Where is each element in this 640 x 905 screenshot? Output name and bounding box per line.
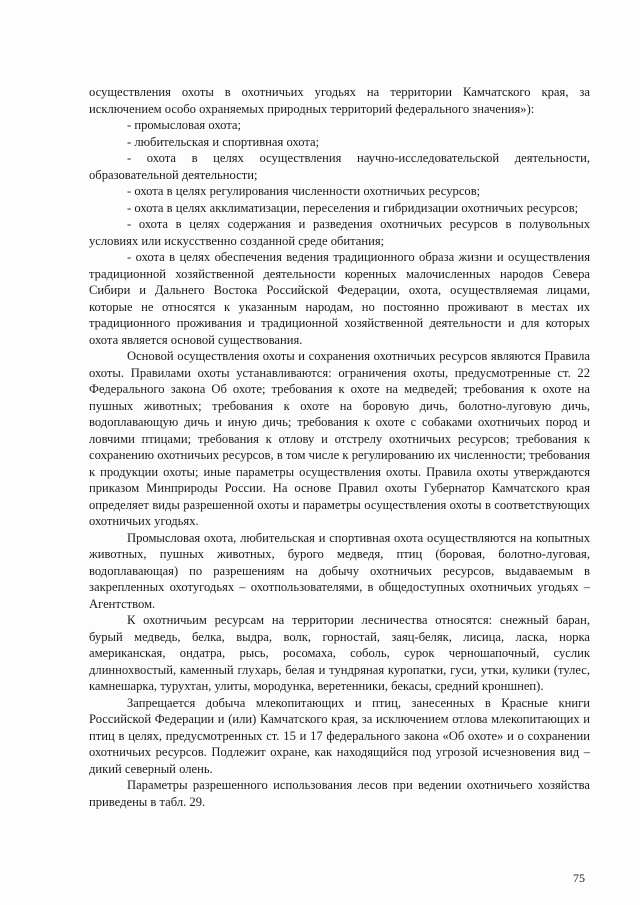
hunting-type-item: - охота в целях осуществления научно-исследовательской деятельности, образовательной деятельности; — [89, 151, 590, 182]
intro-paragraph: осуществления охоты в охотничьих угодьях на территории Камчатского края, за исключением особо охраняемых природных территорий федерального значения»): — [89, 85, 590, 116]
hunting-rules-paragraph: Основой осуществления охоты и сохранения охотничьих ресурсов являются Правила охоты. Правилами охоты устанавливаются: ограничения охоты, предусмотренные ст. 22 Федерального закона Об охоте; требования к охоте на медведей; требования к охоте на пушных животных; требования к охоте на боровую дичь, болотно-луговую дичь, водоплавающую дичь и иную дичь; требования к охоте с собаками охотничьих пород и ловчими птицами; требования к отлову и отстрелу охотничьих ресурсов; требования к сохранению охотничьих ресурсов, в том числе к регулированию их численности; требования к продукции охоты; иные параметры осуществления охоты. Правила охоты утверждаются приказом Минприроды России. На основе Правил охоты Губернатор Камчатского края определяет виды разрешенной охоты и параметры осуществления охоты в соответствующих охотничьих угодьях. — [89, 349, 590, 528]
hunting-type-item: - охота в целях обеспечения ведения традиционного образа жизни и осуществления традиционной хозяйственной деятельности коренных малочисленных народов Севера Сибири и Дальнего Востока Российской Федерации, охота, осуществляемая лицами, которые не относятся к указанным народам, но постоянно проживают в местах их традиционного проживания и традиционной хозяйственной деятельности и для которых охота является основой существования. — [89, 250, 590, 347]
page-number: 75 — [573, 871, 585, 885]
commercial-hunting-paragraph: Промысловая охота, любительская и спортивная охота осуществляются на копытных животных, пушных животных, бурого медведя, птиц (боровая, болотно-луговая, водоплавающая) по разрешениям на добычу охотничьих ресурсов, выдаваемым в закрепленных охотугодьях – охотпользователями, в общедоступных охотничьих угодьях – Агентством. — [89, 530, 590, 611]
page-body — [89, 84, 590, 810]
hunting-type-item: - охота в целях акклиматизации, переселения и гибридизации охотничьих ресурсов; — [127, 200, 579, 215]
hunting-type-item: - охота в целях регулирования численности охотничьих ресурсов; — [127, 184, 481, 198]
prohibition-paragraph: Запрещается добыча млекопитающих и птиц, занесенных в Красные книги Российской Федерации и (или) Камчатского края, за исключением отлова млекопитающих и птиц в целях, предусмотренных ст. 15 и 17 федерального закона «Об охоте» и о сохранении охотничьих ресурсов. Подлежит охране, как находящийся под угрозой исчезновения вид – дикий северный олень. — [89, 695, 590, 776]
hunting-type-item: - охота в целях содержания и разведения охотничьих ресурсов в полувольных условиях или искусственно созданной среде обитания; — [89, 217, 590, 248]
parameters-paragraph: Параметры разрешенного использования лесов при ведении охотничьего хозяйства приведены в табл. 29. — [89, 778, 590, 809]
hunting-type-item: - любительская и спортивная охота; — [127, 134, 320, 149]
hunting-type-item: - промысловая охота; — [127, 118, 242, 132]
hunting-resources-paragraph: К охотничьим ресурсам на территории лесничества относятся: снежный баран, бурый медведь, белка, выдра, волк, горностай, заяц-беляк, лисица, ласка, норка американская, ондатра, рысь, росомаха, соболь, сурок черношапочный, суслик длиннохвостый, каменный глухарь, белая и тундряная куропатки, гуси, утки, кулики (тулес, камнешарка, турухтан, улиты, мородунка, веретенники, бекасы, средний кроншнеп). — [89, 613, 590, 693]
